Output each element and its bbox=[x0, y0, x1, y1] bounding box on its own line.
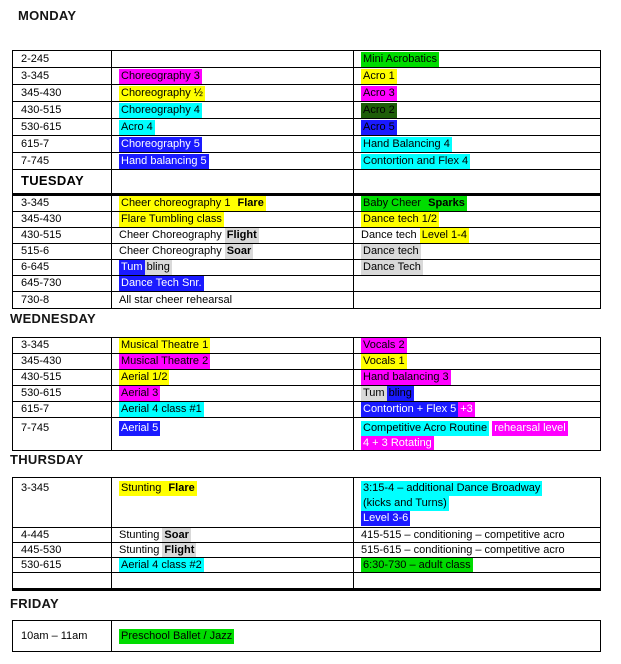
time-cell bbox=[13, 386, 111, 401]
class-cell bbox=[111, 386, 353, 401]
class-cell bbox=[111, 260, 353, 275]
highlighted-text: Musical Theatre 2 bbox=[121, 355, 209, 367]
class-entry bbox=[119, 120, 353, 135]
class-cell bbox=[111, 543, 353, 557]
class-cell bbox=[353, 228, 600, 243]
time-label bbox=[21, 402, 111, 417]
class-cell bbox=[111, 68, 353, 84]
cell-text: 530-615 bbox=[21, 387, 62, 399]
class-entry bbox=[361, 137, 600, 152]
time-cell bbox=[13, 558, 111, 572]
class-cell bbox=[111, 354, 353, 369]
schedule-row bbox=[13, 276, 600, 292]
cell-text: 645-730 bbox=[21, 277, 62, 289]
class-cell bbox=[353, 153, 600, 169]
highlighted-text: Aerial 4 class #2 bbox=[121, 558, 202, 571]
class-cell bbox=[353, 102, 600, 118]
schedule-row bbox=[13, 386, 600, 402]
time-cell bbox=[13, 292, 111, 308]
time-label bbox=[21, 137, 111, 152]
highlighted-text: Choreography 4 bbox=[121, 103, 200, 116]
highlighted-text: Hand Balancing 4 bbox=[363, 137, 450, 150]
day-heading-friday: FRIDAY bbox=[10, 596, 59, 611]
highlighted-text: bling bbox=[146, 261, 170, 273]
highlighted-text: Stunting bbox=[121, 482, 165, 494]
schedule-row bbox=[13, 338, 600, 354]
highlighted-text: rehearsal level bbox=[494, 422, 566, 434]
class-cell bbox=[353, 418, 600, 450]
time-cell bbox=[13, 228, 111, 243]
class-entry bbox=[119, 244, 353, 259]
cell-text: 615-7 bbox=[21, 403, 50, 415]
cell-text: 3-345 bbox=[21, 339, 50, 351]
time-label bbox=[21, 386, 111, 401]
time-label bbox=[21, 120, 111, 135]
class-entry bbox=[361, 558, 600, 572]
class-entry bbox=[361, 496, 600, 511]
class-cell bbox=[353, 543, 600, 557]
time-label bbox=[21, 196, 111, 211]
schedule-row bbox=[13, 558, 600, 573]
schedule-row bbox=[13, 528, 600, 543]
highlighted-text: Dance Tech Snr. bbox=[121, 277, 202, 289]
time-cell bbox=[13, 528, 111, 542]
time-cell bbox=[13, 621, 111, 651]
highlighted-text: Acro 5 bbox=[363, 120, 395, 133]
schedule-row bbox=[13, 354, 600, 370]
schedule-row bbox=[13, 260, 600, 276]
day-heading-wednesday: WEDNESDAY bbox=[10, 311, 97, 326]
day-label bbox=[21, 173, 111, 188]
time-cell bbox=[13, 51, 111, 67]
class-cell bbox=[353, 370, 600, 385]
time-label bbox=[21, 69, 111, 84]
cell-text: 345-430 bbox=[21, 86, 62, 99]
cell-text: 2-245 bbox=[21, 52, 50, 65]
highlighted-text: Tum bbox=[121, 261, 143, 273]
schedule-row bbox=[13, 85, 600, 102]
cell-text: Dance tech bbox=[361, 229, 420, 241]
class-cell bbox=[353, 51, 600, 67]
class-cell bbox=[353, 338, 600, 353]
class-cell bbox=[353, 292, 600, 308]
highlighted-text: Flare Tumbling class bbox=[121, 213, 222, 225]
time-cell bbox=[13, 402, 111, 417]
class-cell bbox=[111, 558, 353, 572]
highlighted-text: Tum bbox=[363, 387, 385, 399]
schedule-row bbox=[13, 543, 600, 558]
class-cell bbox=[353, 528, 600, 542]
highlighted-text: Choreography 3 bbox=[121, 69, 200, 82]
class-entry bbox=[361, 421, 600, 436]
highlighted-text: Cheer choreography 1 bbox=[121, 197, 234, 209]
time-label bbox=[21, 52, 111, 67]
cell-text: 7-745 bbox=[21, 154, 50, 167]
cell-text: 3-345 bbox=[21, 69, 50, 82]
highlighted-text: Hand balancing 5 bbox=[121, 154, 207, 167]
highlighted-text: Hand balancing 3 bbox=[363, 371, 449, 383]
highlighted-text: Contortion and Flex 4 bbox=[363, 154, 469, 167]
class-cell bbox=[111, 573, 353, 588]
time-cell bbox=[13, 338, 111, 353]
class-cell bbox=[353, 558, 600, 572]
time-cell bbox=[13, 119, 111, 135]
cell-text: 3-345 bbox=[21, 197, 50, 209]
class-entry bbox=[361, 103, 600, 118]
class-entry bbox=[361, 260, 600, 275]
time-label bbox=[21, 154, 111, 169]
time-cell bbox=[13, 244, 111, 259]
cell-text: 430-515 bbox=[21, 229, 62, 241]
highlighted-text: Aerial 1/2 bbox=[121, 371, 168, 383]
cell-text: 730-8 bbox=[21, 293, 50, 306]
class-entry bbox=[119, 228, 353, 243]
highlighted-text: Baby Cheer bbox=[363, 197, 425, 209]
cell-text: 445-530 bbox=[21, 543, 62, 556]
class-cell bbox=[353, 402, 600, 417]
cell-text: 615-7 bbox=[21, 137, 50, 150]
time-cell bbox=[13, 85, 111, 101]
cell-text: 3-345 bbox=[21, 482, 50, 494]
class-entry bbox=[361, 228, 600, 243]
class-entry bbox=[361, 120, 600, 135]
time-label bbox=[21, 293, 111, 308]
cell-text: Stunting bbox=[119, 543, 163, 556]
class-entry bbox=[119, 528, 353, 542]
class-entry bbox=[119, 154, 353, 169]
class-cell bbox=[353, 260, 600, 275]
highlighted-text: Acro 4 bbox=[121, 120, 153, 133]
class-entry bbox=[119, 212, 353, 227]
time-label bbox=[21, 421, 111, 436]
class-cell bbox=[111, 338, 353, 353]
time-label bbox=[21, 558, 111, 572]
class-entry bbox=[119, 338, 353, 353]
time-cell bbox=[13, 573, 111, 588]
time-label bbox=[21, 103, 111, 118]
class-cell bbox=[353, 85, 600, 101]
class-entry bbox=[119, 260, 353, 275]
schedule-row bbox=[13, 573, 600, 588]
class-entry bbox=[119, 558, 353, 572]
time-cell bbox=[13, 153, 111, 169]
schedule-row bbox=[13, 212, 600, 228]
cell-text: Stunting bbox=[119, 528, 163, 541]
schedule-row bbox=[13, 153, 600, 170]
time-label bbox=[21, 481, 111, 496]
day-heading-thursday: THURSDAY bbox=[10, 452, 84, 467]
time-cell bbox=[13, 212, 111, 227]
schedule-row bbox=[13, 478, 600, 528]
cell-text: Cheer Choreography bbox=[119, 245, 225, 257]
time-cell bbox=[13, 543, 111, 557]
schedule-row bbox=[13, 402, 600, 418]
highlighted-text: +3 bbox=[460, 403, 473, 415]
class-cell bbox=[111, 244, 353, 259]
day-label-row bbox=[13, 170, 600, 196]
highlighted-text: Soar bbox=[164, 528, 189, 541]
class-entry bbox=[361, 86, 600, 101]
time-label bbox=[21, 212, 111, 227]
highlighted-text: Level 3-6 bbox=[363, 512, 409, 524]
time-label bbox=[21, 528, 111, 542]
class-entry bbox=[119, 69, 353, 84]
class-entry bbox=[361, 511, 600, 526]
class-entry bbox=[361, 528, 600, 542]
class-entry bbox=[119, 354, 353, 369]
class-entry bbox=[361, 436, 600, 450]
class-cell bbox=[353, 386, 600, 401]
time-label bbox=[21, 354, 111, 369]
highlighted-text: Sparks bbox=[428, 197, 465, 209]
class-cell bbox=[111, 276, 353, 291]
class-entry bbox=[119, 402, 353, 417]
class-cell bbox=[111, 153, 353, 169]
highlighted-text: Dance tech 1/2 bbox=[363, 213, 437, 225]
class-cell bbox=[111, 478, 353, 527]
highlighted-text: Choreography ½ bbox=[121, 86, 203, 99]
schedule-row bbox=[13, 136, 600, 153]
class-cell bbox=[353, 212, 600, 227]
highlighted-text: bling bbox=[388, 387, 412, 399]
cell-text: 345-430 bbox=[21, 213, 62, 225]
cell-text: 430-515 bbox=[21, 103, 62, 116]
class-entry bbox=[119, 293, 353, 308]
cell-text: 515-615 – conditioning – competitive acro bbox=[361, 543, 565, 556]
class-entry bbox=[361, 481, 600, 496]
highlighted-text: Flight bbox=[164, 543, 195, 556]
class-cell bbox=[353, 573, 600, 588]
class-cell bbox=[111, 212, 353, 227]
highlighted-text: 3:15-4 – additional Dance Broadway bbox=[363, 482, 541, 494]
class-entry bbox=[119, 276, 353, 291]
class-cell bbox=[353, 136, 600, 152]
time-cell bbox=[13, 260, 111, 275]
class-cell bbox=[353, 68, 600, 84]
day-label-cell bbox=[13, 170, 111, 193]
class-entry bbox=[119, 370, 353, 385]
class-cell bbox=[111, 528, 353, 542]
highlighted-text: 6:30-730 – adult class bbox=[363, 558, 471, 571]
cell-text: All star cheer rehearsal bbox=[119, 293, 233, 306]
wednesday-table bbox=[12, 337, 601, 451]
cell-text: Cheer Choreography bbox=[119, 229, 225, 241]
class-entry bbox=[361, 370, 600, 385]
class-entry bbox=[361, 212, 600, 227]
time-cell bbox=[13, 276, 111, 291]
time-cell bbox=[13, 418, 111, 450]
class-entry bbox=[361, 338, 600, 353]
highlighted-text: Mini Acrobatics bbox=[363, 52, 437, 65]
highlighted-text: Choreography 5 bbox=[121, 137, 200, 150]
class-entry bbox=[361, 354, 600, 369]
highlighted-text: Vocals 1 bbox=[363, 355, 405, 367]
highlighted-text: Aerial 3 bbox=[121, 387, 159, 399]
cell-text: 6-645 bbox=[21, 261, 50, 273]
time-cell bbox=[13, 196, 111, 211]
highlighted-text: Aerial 5 bbox=[121, 422, 159, 434]
class-cell bbox=[111, 292, 353, 308]
highlighted-text: Flight bbox=[226, 229, 257, 241]
cell-text: TUESDAY bbox=[21, 173, 85, 188]
schedule-row bbox=[13, 228, 600, 244]
schedule-row bbox=[13, 102, 600, 119]
time-label bbox=[21, 228, 111, 243]
class-entry bbox=[119, 421, 353, 436]
class-entry bbox=[119, 196, 353, 211]
class-entry bbox=[361, 543, 600, 557]
highlighted-text: (kicks and Turns) bbox=[363, 497, 447, 509]
class-cell bbox=[111, 370, 353, 385]
time-label bbox=[21, 244, 111, 259]
schedule-row bbox=[13, 51, 600, 68]
class-entry bbox=[119, 86, 353, 101]
highlighted-text: Vocals 2 bbox=[363, 339, 405, 351]
highlighted-text: Level 1-4 bbox=[421, 229, 467, 241]
time-label bbox=[21, 86, 111, 101]
time-label bbox=[21, 338, 111, 353]
class-cell bbox=[111, 418, 353, 450]
class-entry bbox=[361, 244, 600, 259]
cell-text: 7-745 bbox=[21, 422, 50, 434]
time-label bbox=[21, 629, 111, 644]
class-cell bbox=[353, 170, 600, 193]
highlighted-text: Acro 3 bbox=[363, 86, 395, 99]
highlighted-text: Preschool Ballet / Jazz bbox=[121, 629, 233, 642]
highlighted-text: Contortion + Flex 5 bbox=[363, 403, 457, 415]
class-entry bbox=[119, 543, 353, 557]
class-cell bbox=[111, 196, 353, 211]
schedule-row bbox=[13, 418, 600, 450]
class-cell bbox=[111, 402, 353, 417]
schedule-row bbox=[13, 621, 600, 651]
time-label bbox=[21, 543, 111, 557]
schedule-row bbox=[13, 196, 600, 212]
class-entry bbox=[119, 137, 353, 152]
schedule-row bbox=[13, 119, 600, 136]
time-label bbox=[21, 370, 111, 385]
class-entry bbox=[361, 402, 600, 417]
class-entry bbox=[119, 386, 353, 401]
schedule-row bbox=[13, 68, 600, 85]
class-cell bbox=[111, 170, 353, 193]
highlighted-text: Musical Theatre 1 bbox=[121, 339, 209, 351]
class-cell bbox=[111, 85, 353, 101]
friday-table bbox=[12, 620, 601, 652]
class-entry bbox=[361, 386, 600, 401]
class-entry bbox=[119, 629, 600, 644]
class-entry bbox=[361, 52, 600, 67]
cell-text: 515-6 bbox=[21, 245, 50, 257]
class-cell bbox=[353, 478, 600, 527]
class-entry bbox=[361, 154, 600, 169]
highlighted-text: Soar bbox=[226, 245, 252, 257]
schedule-row bbox=[13, 370, 600, 386]
cell-text: 415-515 – conditioning – competitive acro bbox=[361, 528, 565, 541]
highlighted-text: Flare bbox=[237, 197, 264, 209]
class-entry bbox=[361, 196, 600, 211]
class-cell bbox=[111, 228, 353, 243]
class-cell bbox=[353, 244, 600, 259]
class-cell bbox=[111, 136, 353, 152]
thursday-table bbox=[12, 477, 601, 591]
highlighted-text: Dance tech bbox=[363, 245, 419, 257]
class-cell bbox=[353, 119, 600, 135]
time-cell bbox=[13, 370, 111, 385]
monday-tuesday-table bbox=[12, 50, 601, 309]
cell-text: 530-615 bbox=[21, 558, 62, 571]
day-heading-monday: MONDAY bbox=[18, 8, 77, 23]
cell-text: 530-615 bbox=[21, 120, 62, 133]
cell-text: 4-445 bbox=[21, 528, 50, 541]
class-cell bbox=[111, 102, 353, 118]
highlighted-text: Competitive Acro Routine bbox=[363, 422, 488, 434]
class-cell bbox=[353, 276, 600, 291]
class-cell bbox=[353, 354, 600, 369]
highlighted-text: Acro 1 bbox=[363, 69, 395, 82]
class-entry bbox=[119, 103, 353, 118]
highlighted-text: Dance Tech bbox=[363, 261, 421, 273]
time-cell bbox=[13, 102, 111, 118]
schedule-row bbox=[13, 244, 600, 260]
class-entry bbox=[361, 69, 600, 84]
time-cell bbox=[13, 136, 111, 152]
class-cell bbox=[353, 196, 600, 211]
class-cell bbox=[111, 621, 600, 651]
schedule-row bbox=[13, 292, 600, 308]
cell-text: 430-515 bbox=[21, 371, 62, 383]
highlighted-text: Aerial 4 class #1 bbox=[121, 403, 202, 415]
class-cell bbox=[111, 119, 353, 135]
time-cell bbox=[13, 68, 111, 84]
class-entry bbox=[119, 481, 353, 496]
highlighted-text: Acro 2 bbox=[363, 103, 395, 116]
class-cell bbox=[111, 51, 353, 67]
time-cell bbox=[13, 354, 111, 369]
highlighted-text: Flare bbox=[168, 482, 195, 494]
highlighted-text: 4 + 3 Rotating bbox=[363, 437, 432, 449]
cell-text: 345-430 bbox=[21, 355, 62, 367]
cell-text: 10am – 11am bbox=[21, 629, 88, 642]
time-cell bbox=[13, 478, 111, 527]
time-label bbox=[21, 276, 111, 291]
time-label bbox=[21, 260, 111, 275]
